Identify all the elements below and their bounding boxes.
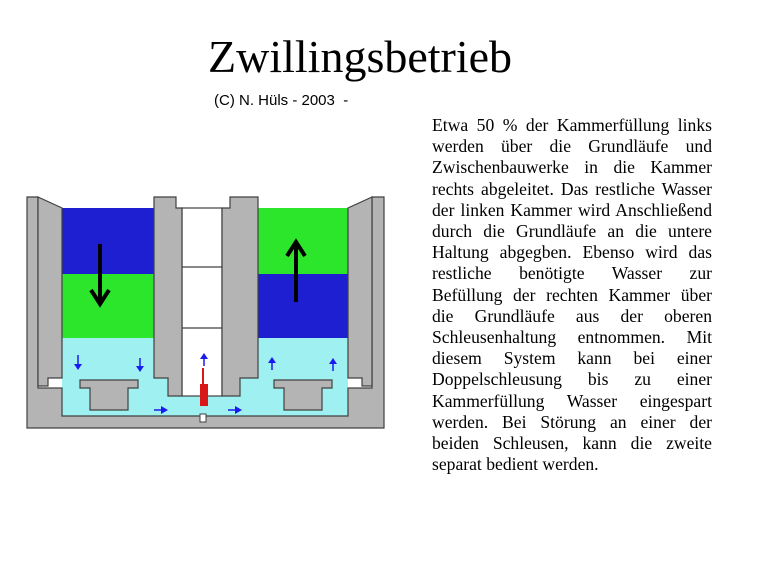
valve <box>200 384 208 406</box>
valve-stem <box>202 368 204 386</box>
left-chamber-upper-water <box>62 208 154 274</box>
left-outer-wall <box>38 197 62 386</box>
left-chamber-middle-water <box>62 274 154 338</box>
outlet-notch <box>200 414 206 422</box>
right-central-pier <box>222 197 258 396</box>
right-outer-wall <box>348 197 372 386</box>
page-title: Zwillingsbetrieb <box>208 31 513 82</box>
right-chamber-upper-water <box>258 208 348 274</box>
description-text: Etwa 50 % der Kammerfüllung links werden über die Grundläufe und Zwischenbauwerke in die Kammer rechts abgeleitet. Das restliche Wasser der linken Kammer wird Anschließend durch die Grundläufe an die untere Haltung abgegben. Ebenso wird das restliche benötigte Wasser zur Befüllung der rechten Kammer über die Grundläufe aus der oberen Schleusenhaltung entnommen. Mit diesem System kann bei einer Doppelschleusung bis zu einer Kammerfüllung Wasser eingespart werden. Bei Störung an einer der beiden Schleusen, kann die zweite separat bedient werden. <box>432 115 712 475</box>
left-central-pier <box>154 197 182 396</box>
central-shaft <box>182 208 222 396</box>
copyright-note: (C) N. Hüls - 2003 - <box>214 92 349 109</box>
right-chamber-middle-water <box>258 274 348 338</box>
